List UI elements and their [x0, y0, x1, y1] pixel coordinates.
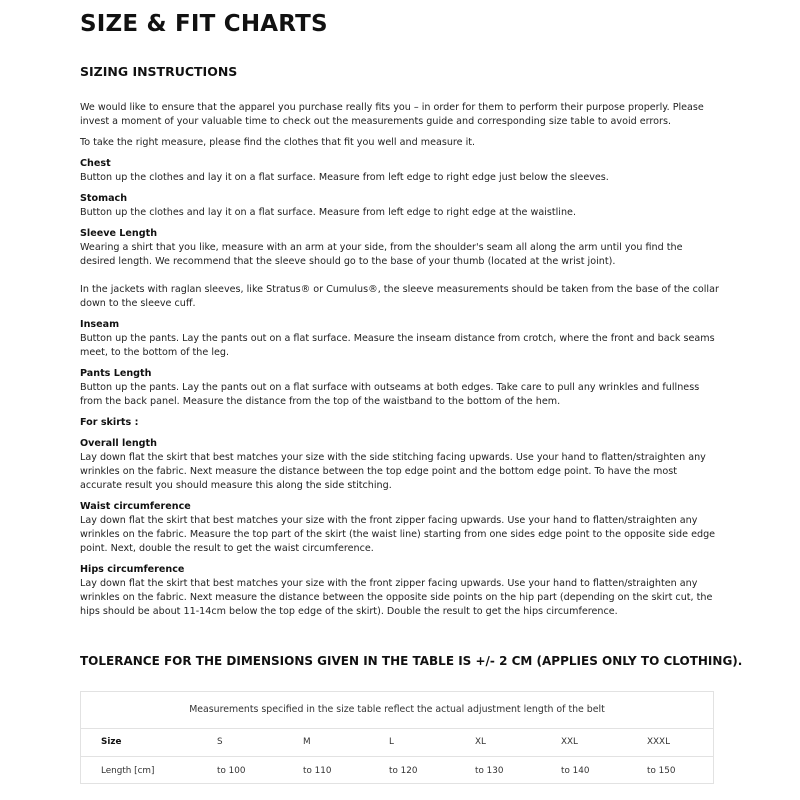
header-cell-s: S — [217, 737, 223, 747]
hips-text: Lay down flat the skirt that best matches your size with the front zipper facing upwards. Use your hand to flatten/straighten any wrinkles on the fabric. Next measure the distance between the opposite side points on the hip part (depending on the skirt cut, the hips should be about 11-14cm below the top edge of the skirt). Double the result to get the hips circumference. — [80, 578, 713, 617]
chest-heading: Chest — [80, 158, 111, 169]
stomach-text: Button up the clothes and lay it on a flat surface. Measure from left edge to right edge at the waistline. — [80, 207, 576, 218]
row-label-length: Length [cm] — [101, 766, 155, 776]
header-cell-xl: XL — [475, 737, 486, 747]
header-cell-xxl: XXL — [561, 737, 578, 747]
header-cell-xxxl: XXXL — [647, 737, 670, 747]
cell-length-m: to 110 — [303, 766, 332, 776]
inseam-heading: Inseam — [80, 319, 120, 330]
pants-length-heading: Pants Length — [80, 368, 152, 379]
pants-length-text: Button up the pants. Lay the pants out on a flat surface with outseams at both edges. Take care to pull any wrinkles and fullness from the back panel. Measure the distance from the top of the waistband to the bottom of the hem. — [80, 382, 700, 407]
table-header-row — [81, 728, 713, 757]
header-cell-m: M — [303, 737, 311, 747]
inseam-text: Button up the pants. Lay the pants out on a flat surface. Measure the inseam distance from crotch, where the front and back seams meet, to the bottom of the leg. — [80, 333, 715, 358]
skirts-label: For skirts : — [80, 417, 139, 428]
tolerance-heading: TOLERANCE FOR THE DIMENSIONS GIVEN IN THE TABLE IS +/- 2 CM (APPLIES ONLY TO CLOTHING). — [80, 654, 743, 668]
page-title: SIZE & FIT CHARTS — [80, 11, 328, 37]
cell-length-s: to 100 — [217, 766, 246, 776]
intro-instruction: To take the right measure, please find the clothes that fit you well and measure it. — [80, 137, 476, 148]
table-caption: Measurements specified in the size table reflect the actual adjustment length of the belt — [81, 692, 713, 729]
sleeve-text: Wearing a shirt that you like, measure with an arm at your side, from the shoulder's seam all along the arm until you find the desired length. We recommend that the sleeve should go to the base of your thumb (located at the wrist joint). — [80, 242, 683, 267]
cell-length-xxl: to 140 — [561, 766, 590, 776]
overall-length-text: Lay down flat the skirt that best matches your size with the side stitching facing upwards. Use your hand to flatten/straighten any wrinkles on the fabric. Next measure the distance between the top edge point and the bottom edge point. To have the most accurate result you should measure this along the side stitching. — [80, 452, 706, 491]
cell-length-l: to 120 — [389, 766, 418, 776]
intro-paragraph: We would like to ensure that the apparel you purchase really fits you – in order for them to perform their purpose properly. Please invest a moment of your valuable time to check out the measurements guide and corresponding size table to avoid errors. — [80, 102, 704, 127]
stomach-heading: Stomach — [80, 193, 128, 204]
cell-length-xxxl: to 150 — [647, 766, 676, 776]
waist-heading: Waist circumference — [80, 501, 191, 512]
header-cell-size: Size — [101, 737, 122, 747]
header-cell-l: L — [389, 737, 394, 747]
overall-length-heading: Overall length — [80, 438, 157, 449]
table-row-length — [81, 757, 713, 785]
sleeve-text-raglan: In the jackets with raglan sleeves, like Stratus® or Cumulus®, the sleeve measurements should be taken from the base of the collar down to the sleeve cuff. — [80, 284, 719, 309]
size-table — [80, 691, 714, 784]
cell-length-xl: to 130 — [475, 766, 504, 776]
section-title: SIZING INSTRUCTIONS — [80, 64, 238, 79]
hips-heading: Hips circumference — [80, 564, 185, 575]
sleeve-heading: Sleeve Length — [80, 228, 158, 239]
waist-text: Lay down flat the skirt that best matches your size with the front zipper facing upwards. Use your hand to flatten/straighten any wrinkles on the fabric. Measure the top part of the skirt (the waist line) starting from one sides edge point to the opposite side edge point. Next, double the result to get the waist circumference. — [80, 515, 716, 554]
chest-text: Button up the clothes and lay it on a flat surface. Measure from left edge to right edge just below the sleeves. — [80, 172, 609, 183]
